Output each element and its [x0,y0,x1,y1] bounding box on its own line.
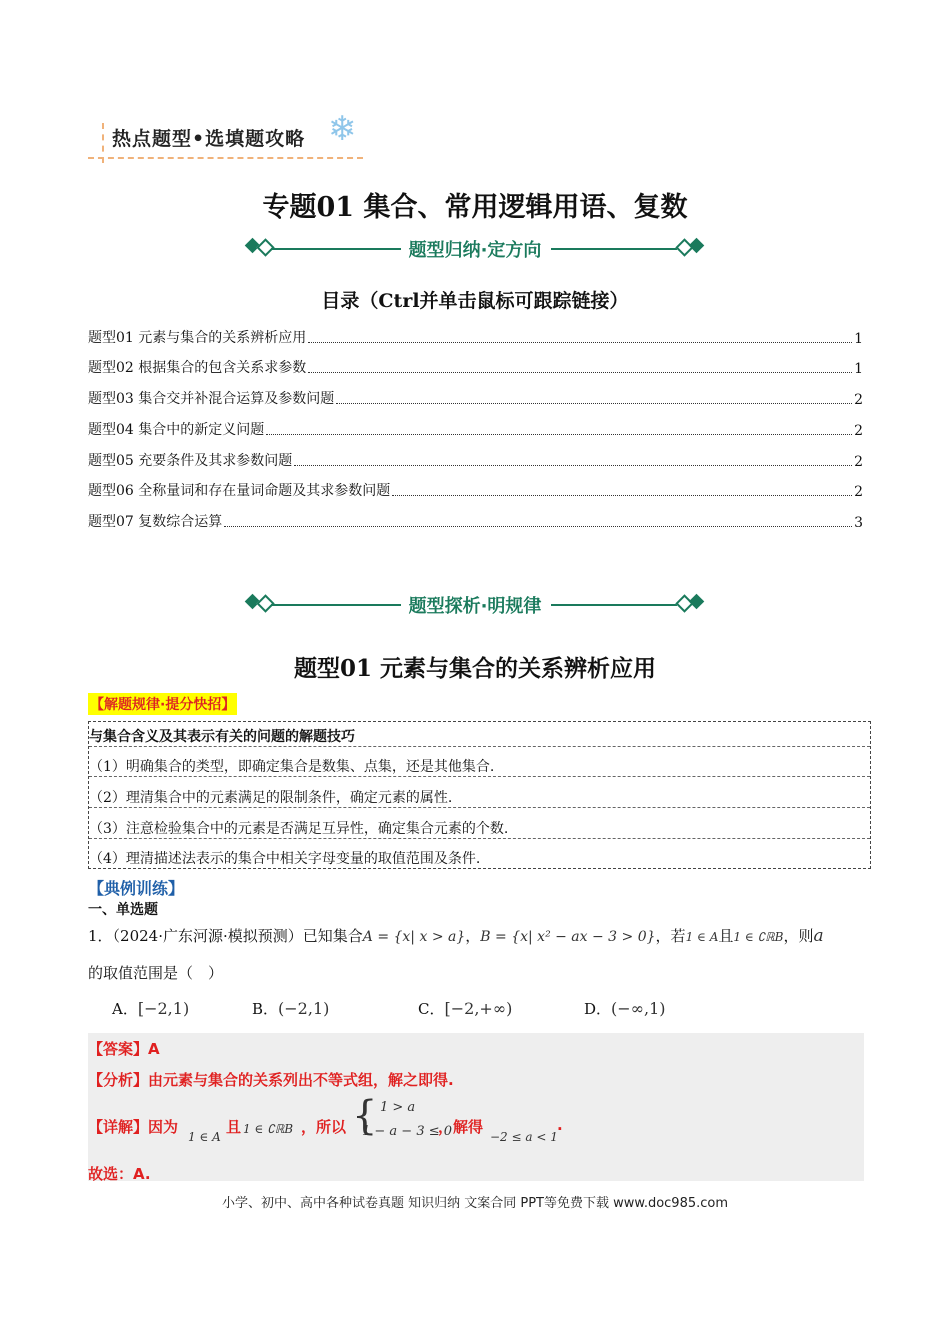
option-value: [−2,1) [137,999,190,1018]
single-choice-heading: 一、单选题 [88,902,158,918]
banner-label: 题型探析·明规律 [401,596,550,617]
toc-item-label[interactable]: 题型06 全称量词和存在量词命题及其求参数问题 [88,483,391,499]
snowflake-icon: ❄ [328,109,357,149]
tip-divider [89,838,870,839]
tip-line: （3）注意检验集合中的元素是否满足互异性，确定集合元素的个数. [89,821,509,837]
option-value: (−∞,1) [611,999,666,1018]
tip-heading: 与集合含义及其表示有关的问题的解题技巧 [89,729,355,745]
detail-so: ，所以 [301,1118,347,1136]
option-a[interactable] [112,998,189,1019]
toc-item-page: 2 [854,484,863,500]
set-b-math: B = {x| x² − ax − 3 > 0} [480,929,656,945]
system-line-2: 1 − a − 3 ≤ 0 [362,1124,453,1139]
toc-item[interactable] [88,327,863,347]
tip-box [88,721,871,869]
question-and: 且 [718,927,734,945]
tip-line: （1）明确集合的类型，即确定集合是数集、点集，还是其他集合. [89,759,495,775]
toc-leader [308,372,852,373]
option-value: [−2,+∞) [444,999,513,1018]
detail-period: . [557,1116,563,1134]
detail-get: ，解得 [438,1118,484,1136]
toc-item[interactable] [88,388,863,408]
detail-and: 且 [226,1118,242,1136]
toc-item-page: 2 [854,423,863,439]
toc-item-label[interactable]: 题型05 充要条件及其求参数问题 [88,453,293,469]
set-a-math: A = {x| x > a} [362,929,466,945]
banner-type-analysis [245,590,705,620]
toc-item-page: 2 [854,392,863,408]
question-then: ，则 [783,927,814,945]
tip-badge: 【解题规律·提分快招】 [88,693,237,715]
condition-2-math: 1 ∈ ∁ℝB [733,930,784,944]
example-badge: 【典例训练】 [88,879,185,898]
detail-condition-1: 1 ∈ A [188,1130,221,1144]
answer-panel [88,1033,864,1181]
variable-a: a [813,926,824,946]
banner-label: 题型归纳·定方向 [401,240,550,261]
question-1 [88,925,824,946]
toc-leader [308,342,852,343]
toc-item-label[interactable]: 题型03 集合交并补混合运算及参数问题 [88,391,335,407]
toc-item-label[interactable]: 题型02 根据集合的包含关系求参数 [88,360,307,376]
tip-divider [89,746,870,747]
toc-item[interactable] [88,450,863,470]
toc-item-label[interactable]: 题型07 复数综合运算 [88,514,223,530]
header-horizontal-rule [88,157,363,159]
tip-divider [89,776,870,777]
system-line-1: 1 > a [380,1100,416,1115]
system-brace: { [352,1093,378,1139]
toc-item-page: 3 [854,515,863,531]
toc-item[interactable] [88,480,863,500]
choose-answer: 故选：A. [88,1165,151,1183]
analysis-label: 【分析】由元素与集合的关系列出不等式组，解之即得. [88,1071,454,1089]
toc-leader [336,403,852,404]
toc-item[interactable] [88,511,863,531]
option-d[interactable] [584,998,666,1019]
detail-result: −2 ≤ a < 1 [490,1130,558,1144]
toc-item-page: 2 [854,454,863,470]
question-comma: ， [465,927,481,945]
header-badge: 热点题型•选填题攻略 [112,128,306,150]
tip-divider [89,807,870,808]
detail-prefix: 【详解】因为 [88,1118,179,1136]
toc-item[interactable] [88,419,863,439]
detail-condition-2: 1 ∈ ∁ℝB [243,1122,294,1136]
toc-item[interactable] [88,357,863,377]
toc-leader [392,495,852,496]
footer: 小学、初中、高中各种试卷真题 知识归纳 文案合同 PPT等免费下载 www.doc985.com [221,1196,729,1211]
answer-label: 【答案】A [88,1040,160,1058]
option-letter: C． [418,1000,445,1018]
option-b[interactable] [252,998,329,1019]
page-title: 专题01 集合、常用逻辑用语、复数 [262,192,688,223]
toc-leader [224,526,852,527]
option-letter: D． [584,1000,612,1018]
question-if: ，若 [655,927,686,945]
toc-leader [266,434,852,435]
toc-item-label[interactable]: 题型01 元素与集合的关系辨析应用 [88,330,307,346]
option-value: (−2,1) [278,999,330,1018]
option-c[interactable] [418,998,512,1019]
question-prefix: 1．（2024·广东河源·模拟预测）已知集合 [88,927,363,945]
tip-line: （2）理清集合中的元素满足的限制条件，确定元素的属性. [89,790,453,806]
toc-leader [294,465,852,466]
tip-line: （4）理清描述法表示的集合中相关字母变量的取值范围及条件. [89,851,481,867]
option-letter: A． [112,1000,138,1018]
toc-item-label[interactable]: 题型04 集合中的新定义问题 [88,422,265,438]
toc-item-page: 1 [854,331,863,347]
condition-1-math: 1 ∈ A [685,930,719,944]
toc-item-page: 1 [854,361,863,377]
section-title: 题型01 元素与集合的关系辨析应用 [293,655,656,682]
option-letter: B． [252,1000,279,1018]
toc-title: 目录（Ctrl并单击鼠标可跟踪链接） [321,290,629,312]
question-1-line2: 的取值范围是（ ） [88,964,224,982]
banner-type-summary [245,234,705,264]
